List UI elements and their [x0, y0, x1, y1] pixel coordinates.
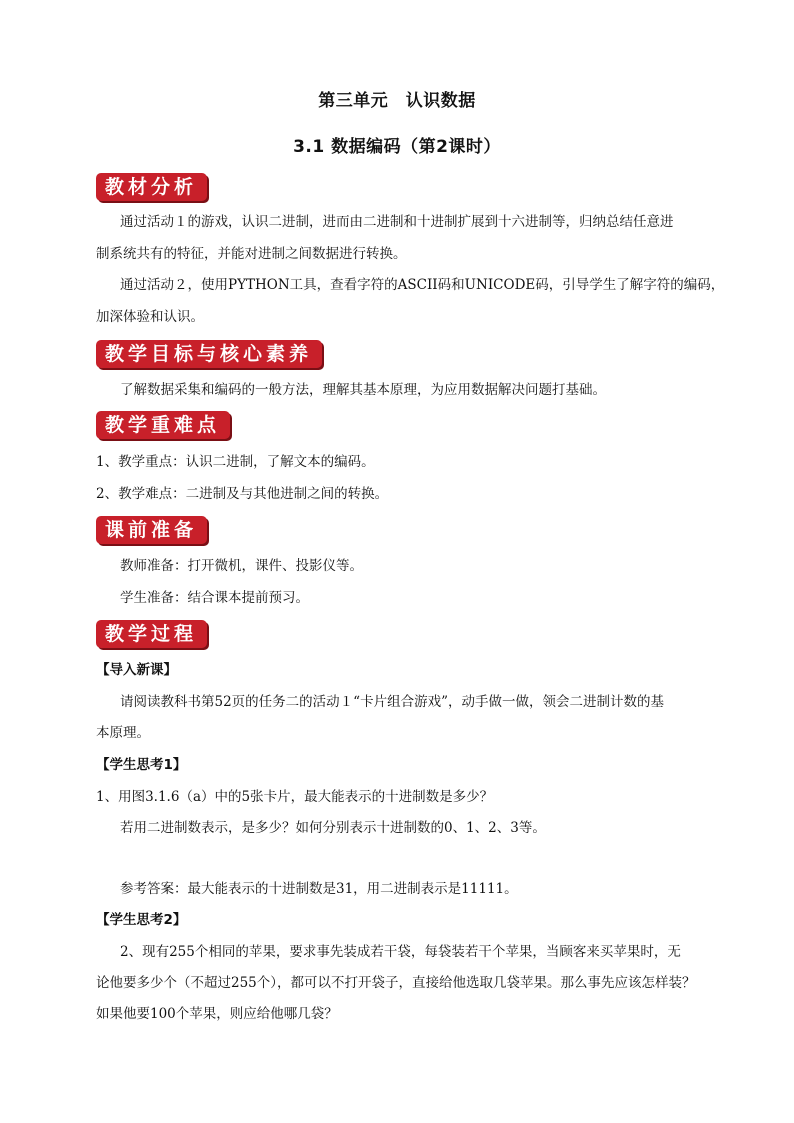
section-badge-process: 教学过程	[96, 620, 207, 648]
key-point-line-2: 2、教学难点：二进制及与其他进制之间的转换。	[96, 486, 389, 502]
prep-line-student: 学生准备：结合课本提前预习。	[120, 590, 309, 606]
unit-title: 第三单元 认识数据	[318, 91, 476, 111]
section-badge-preparation: 课前准备	[96, 516, 207, 544]
prep-line-teacher: 教师准备：打开微机，课件、投影仪等。	[120, 558, 363, 574]
section-badge-key-points: 教学重难点	[96, 411, 230, 439]
think2-line-2: 论他要多少个（不超过255个），都可以不打开袋子，直接给他选取几袋苹果。那么事先应该怎样装？	[96, 975, 696, 991]
analysis-line-1: 通过活动１的游戏，认识二进制，进而由二进制和十进制扩展到十六进制等，归纳总结任意进	[120, 214, 674, 230]
section-badge-analysis: 教材分析	[96, 173, 207, 201]
analysis-line-3: 通过活动２，使用PYTHON工具，查看字符的ASCII码和UNICODE码，引导学生了解字符的编码，	[120, 277, 725, 293]
think1-heading: 【学生思考1】	[96, 757, 187, 773]
key-point-line-1: 1、教学重点：认识二进制，了解文本的编码。	[96, 454, 375, 470]
section-badge-goals: 教学目标与核心素养	[96, 340, 322, 368]
intro-line-2: 本原理。	[96, 725, 150, 741]
think2-heading: 【学生思考2】	[96, 912, 187, 928]
think1-question: 1、用图3.1.6（a）中的5张卡片，最大能表示的十进制数是多少？	[96, 789, 494, 805]
think1-answer: 参考答案：最大能表示的十进制数是31，用二进制表示是11111。	[120, 881, 518, 897]
lesson-title: 3.1 数据编码（第2课时）	[293, 137, 501, 157]
think2-line-3: 如果他要100个苹果，则应给他哪几袋？	[96, 1006, 338, 1022]
goals-line-1: 了解数据采集和编码的一般方法，理解其基本原理，为应用数据解决问题打基础。	[120, 382, 606, 398]
think2-line-1: 2、现有255个相同的苹果，要求事先装成若干袋，每袋装若干个苹果，当顾客来买苹果时，无	[120, 944, 681, 960]
analysis-line-4: 加深体验和认识。	[96, 309, 204, 325]
think1-followup: 若用二进制数表示，是多少？如何分别表示十进制数的0、1、2、3等。	[120, 820, 546, 836]
intro-heading: 【导入新课】	[96, 662, 177, 678]
intro-line-1: 请阅读教科书第52页的任务二的活动１“卡片组合游戏”，动手做一做，领会二进制计数的基	[120, 694, 664, 710]
analysis-line-2: 制系统共有的特征，并能对进制之间数据进行转换。	[96, 246, 407, 262]
